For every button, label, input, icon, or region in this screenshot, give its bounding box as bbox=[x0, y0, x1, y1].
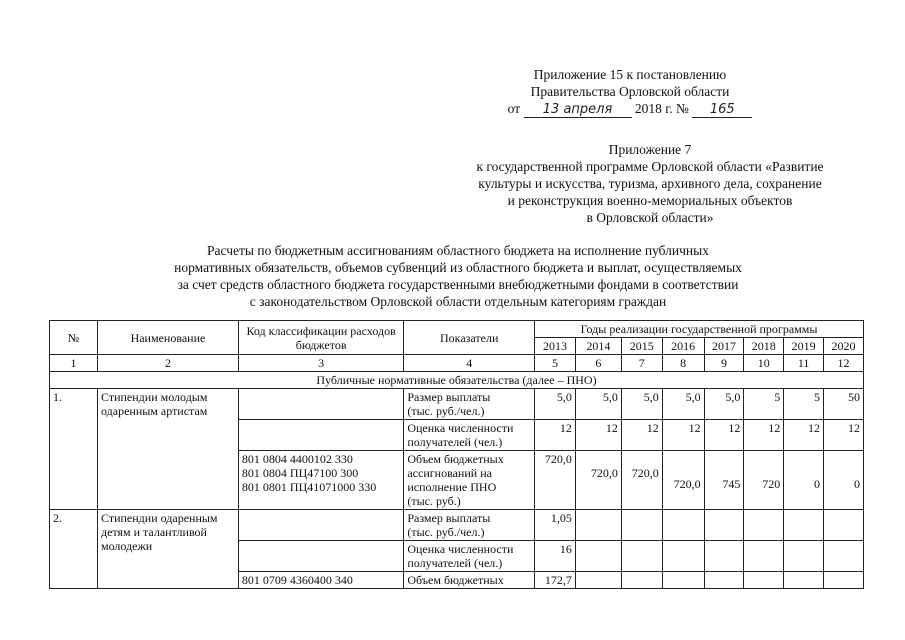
value-cell: 0 bbox=[824, 451, 864, 510]
value-cell: 720,0 bbox=[662, 451, 704, 510]
header-year: 2013 bbox=[535, 338, 576, 355]
value-cell: 5 bbox=[784, 389, 824, 420]
value-cell bbox=[784, 510, 824, 541]
indicator-label: Размер выплаты (тыс. руб./чел.) bbox=[404, 510, 535, 541]
header-code: Код классификации расходов бюджетов bbox=[238, 321, 403, 355]
value-cell bbox=[662, 510, 704, 541]
item-code bbox=[238, 420, 403, 451]
col-number: 10 bbox=[744, 355, 784, 372]
value-cell bbox=[621, 572, 662, 589]
value-cell: 720,0 bbox=[575, 451, 621, 510]
title-line2: нормативных обязательств, объемов субвенций из областного бюджета и выплат, осуществляемых bbox=[174, 260, 742, 275]
value-cell bbox=[575, 572, 621, 589]
col-number: 11 bbox=[784, 355, 824, 372]
column-numbers-row bbox=[50, 355, 864, 372]
value-cell: 12 bbox=[662, 420, 704, 451]
col-number: 6 bbox=[575, 355, 621, 372]
indicator-label: Оценка численности получателей (чел.) bbox=[404, 541, 535, 572]
header-num: № bbox=[50, 321, 98, 355]
item-code bbox=[238, 541, 403, 572]
item-number: 2. bbox=[50, 510, 98, 589]
value-cell: 12 bbox=[575, 420, 621, 451]
appendix-15-line1: Приложение 15 к постановлению bbox=[533, 67, 727, 82]
value-cell: 12 bbox=[824, 420, 864, 451]
value-cell: 12 bbox=[704, 420, 744, 451]
value-cell: 172,7 bbox=[535, 572, 576, 589]
title-line1: Расчеты по бюджетным ассигнованиям областного бюджета на исполнение публичных bbox=[207, 243, 709, 258]
value-cell: 12 bbox=[784, 420, 824, 451]
col-number: 7 bbox=[621, 355, 662, 372]
header-year: 2014 bbox=[575, 338, 621, 355]
appendix-7-block bbox=[440, 141, 860, 226]
appendix-7-line5: в Орловской области» bbox=[586, 210, 714, 225]
value-cell bbox=[744, 510, 784, 541]
value-cell bbox=[784, 541, 824, 572]
col-number: 1 bbox=[50, 355, 98, 372]
value-cell: 50 bbox=[824, 389, 864, 420]
value-cell bbox=[744, 541, 784, 572]
appendix-7-line1: Приложение 7 bbox=[608, 142, 692, 157]
value-cell bbox=[621, 541, 662, 572]
value-cell bbox=[621, 510, 662, 541]
value-cell: 5,0 bbox=[662, 389, 704, 420]
value-cell: 5,0 bbox=[621, 389, 662, 420]
item-code: 801 0804 4400102 330 801 0804 ПЦ47100 300 801 0801 ПЦ41071000 330 bbox=[238, 451, 403, 510]
value-cell bbox=[824, 510, 864, 541]
header-year: 2018 bbox=[744, 338, 784, 355]
header-year: 2016 bbox=[662, 338, 704, 355]
item-name: Стипендии молодым одаренным артистам bbox=[97, 389, 238, 510]
header-indicators: Показатели bbox=[404, 321, 535, 355]
item-code bbox=[238, 389, 403, 420]
value-cell: 5 bbox=[744, 389, 784, 420]
col-number: 5 bbox=[535, 355, 576, 372]
value-cell bbox=[784, 572, 824, 589]
value-cell bbox=[575, 510, 621, 541]
value-cell bbox=[662, 572, 704, 589]
col-number: 8 bbox=[662, 355, 704, 372]
title-line4: с законодательством Орловской области отдельным категориям граждан bbox=[249, 294, 667, 309]
value-cell: 1,05 bbox=[535, 510, 576, 541]
section-row bbox=[50, 372, 864, 389]
indicator-label: Объем бюджетных ассигнований на исполнение ПНО (тыс. руб.) bbox=[404, 451, 535, 510]
value-cell bbox=[704, 541, 744, 572]
header-year: 2017 bbox=[704, 338, 744, 355]
value-cell bbox=[704, 510, 744, 541]
decree-from-label: от bbox=[507, 101, 521, 116]
table-row bbox=[50, 389, 864, 420]
col-number: 3 bbox=[238, 355, 403, 372]
header-year: 2015 bbox=[621, 338, 662, 355]
handwritten-date: 13 апреля bbox=[524, 103, 632, 118]
col-number: 12 bbox=[824, 355, 864, 372]
appendix-7-line2: к государственной программе Орловской области «Развитие bbox=[476, 159, 824, 174]
col-number: 9 bbox=[704, 355, 744, 372]
value-cell: 720,0 bbox=[621, 451, 662, 510]
appendix-7-line3: культуры и искусства, туризма, архивного дела, сохранение bbox=[478, 176, 822, 191]
value-cell bbox=[824, 541, 864, 572]
table-row bbox=[50, 510, 864, 541]
value-cell: 720,0 bbox=[535, 451, 576, 510]
header-year: 2019 bbox=[784, 338, 824, 355]
value-cell bbox=[744, 572, 784, 589]
section-title: Публичные нормативные обязательства (далее – ПНО) bbox=[50, 372, 864, 389]
value-cell: 720 bbox=[744, 451, 784, 510]
value-cell: 12 bbox=[621, 420, 662, 451]
indicator-label: Объем бюджетных bbox=[404, 572, 535, 589]
value-cell: 12 bbox=[744, 420, 784, 451]
value-cell: 745 bbox=[704, 451, 744, 510]
item-code bbox=[238, 510, 403, 541]
appendix-15-block bbox=[470, 66, 790, 118]
value-cell bbox=[662, 541, 704, 572]
value-cell: 5,0 bbox=[575, 389, 621, 420]
item-number: 1. bbox=[50, 389, 98, 510]
value-cell: 12 bbox=[535, 420, 576, 451]
value-cell: 16 bbox=[535, 541, 576, 572]
value-cell bbox=[704, 572, 744, 589]
item-code: 801 0709 4360400 340 bbox=[238, 572, 403, 589]
value-cell: 0 bbox=[784, 451, 824, 510]
appendix-7-line4: и реконструкция военно-мемориальных объектов bbox=[507, 193, 793, 208]
title-line3: за счет средств областного бюджета государственными внебюджетными фондами в соответствии bbox=[177, 277, 739, 292]
budget-table bbox=[49, 320, 864, 589]
header-name: Наименование bbox=[97, 321, 238, 355]
value-cell bbox=[824, 572, 864, 589]
col-number: 2 bbox=[97, 355, 238, 372]
appendix-15-line2: Правительства Орловской области bbox=[530, 84, 730, 99]
indicator-label: Оценка численности получателей (чел.) bbox=[404, 420, 535, 451]
header-years-group: Годы реализации государственной программы bbox=[535, 321, 864, 338]
header-year: 2020 bbox=[824, 338, 864, 355]
decree-year-label: 2018 г. № bbox=[634, 101, 689, 116]
col-number: 4 bbox=[404, 355, 535, 372]
value-cell bbox=[575, 541, 621, 572]
handwritten-number: 165 bbox=[692, 103, 752, 118]
decree-date-line bbox=[470, 100, 790, 118]
header-row-1 bbox=[50, 321, 864, 338]
value-cell: 5,0 bbox=[704, 389, 744, 420]
value-cell: 5,0 bbox=[535, 389, 576, 420]
document-title bbox=[118, 242, 798, 310]
item-name: Стипендии одаренным детям и талантливой молодежи bbox=[97, 510, 238, 589]
indicator-label: Размер выплаты (тыс. руб./чел.) bbox=[404, 389, 535, 420]
